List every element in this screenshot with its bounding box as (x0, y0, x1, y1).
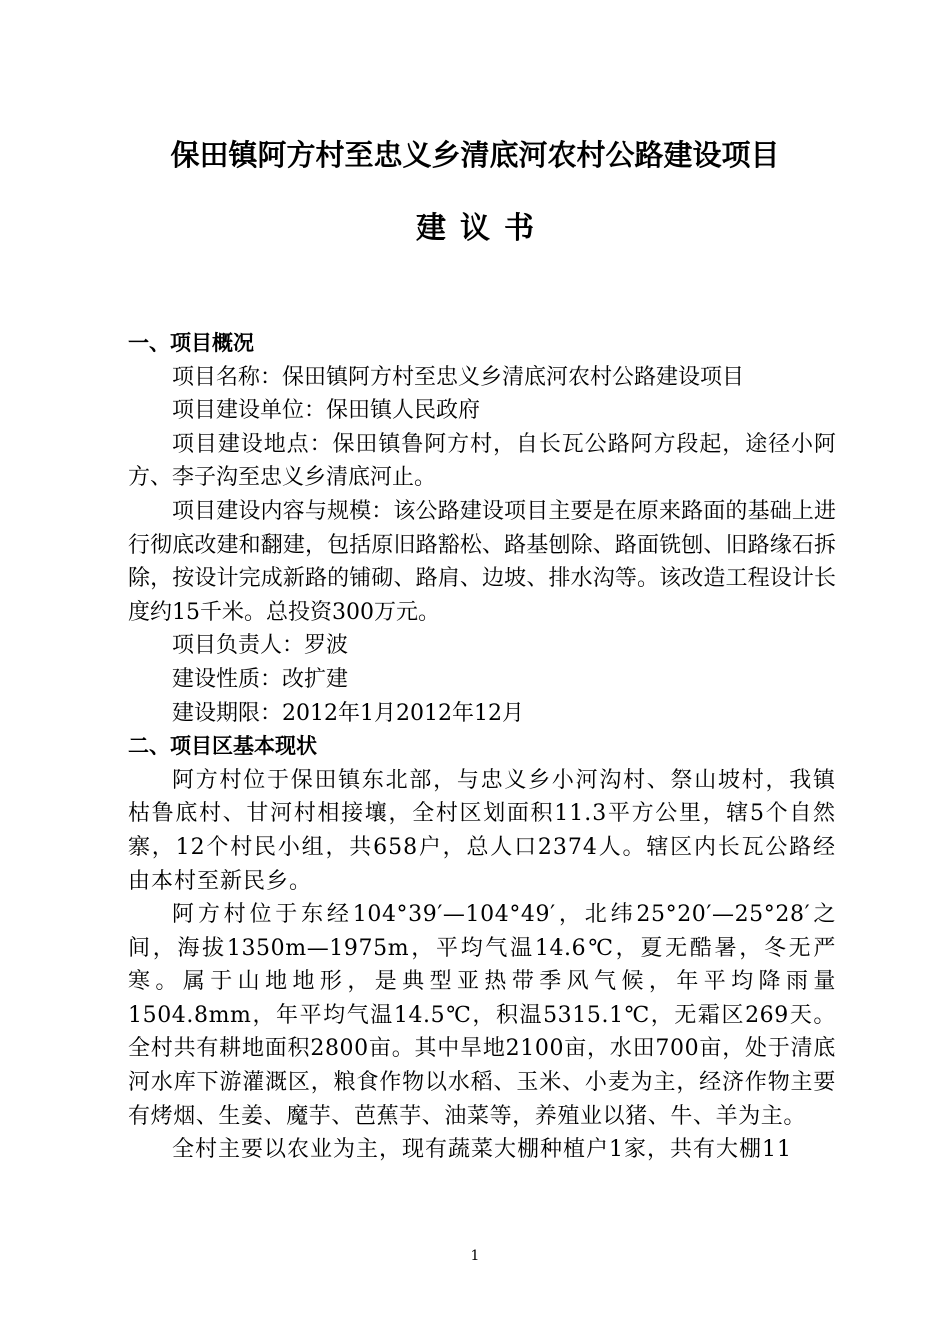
document-title: 保田镇阿方村至忠义乡清底河农村公路建设项目 (170, 138, 780, 172)
project-unit: 项目建设单位：保田镇人民政府 (172, 398, 481, 424)
project-name: 项目名称：保田镇阿方村至忠义乡清底河农村公路建设项目 (172, 364, 745, 390)
project-nature: 建设性质：改扩建 (172, 666, 349, 692)
section-heading-overview: 一、项目概况 (128, 331, 254, 355)
section-heading-status: 二、项目区基本现状 (128, 734, 317, 759)
project-scope: 项目建设内容与规模：该公路建设项目主要是在原来路面的基础上进行彻底改建和翻建，包括原旧路豁松、路基刨除、路面铣刨、旧路缘石拆除，按设计完成新路的铺砌、路肩、边坡、排水沟等。该改造工程设计长度约15千米。总投资300万元。 (128, 498, 836, 625)
project-period: 建设期限：2012年1月2012年12月 (172, 700, 524, 726)
project-leader: 项目负责人：罗波 (172, 633, 349, 659)
project-location: 项目建设地点：保田镇鲁阿方村，自长瓦公路阿方段起，途径小阿方、李子沟至忠义乡清底河止。 (128, 431, 836, 491)
village-agriculture: 全村主要以农业为主，现有蔬菜大棚种植户1家，共有大棚11 (172, 1137, 792, 1163)
document-body (128, 327, 836, 1167)
village-overview: 阿方村位于保田镇东北部，与忠义乡小河沟村、祭山坡村，我镇枯鲁底村、甘河村相接壤，全村区划面积11.3平方公里，辖5个自然寨，12个村民小组，共658户，总人口2374人。辖区内长瓦公路经由本村至新民乡。 (128, 767, 836, 894)
village-geography: 阿方村位于东经104°39′—104°49′，北纬25°20′—25°28′之间，海拔1350m—1975m，平均气温14.6℃，夏无酷暑，冬无严寒。属于山地地形，是典型亚热带季风气候，年平均降雨量1504.8mm，年平均气温14.5℃，积温5315.1℃，无霜区269天。全村共有耕地面积2800亩。其中旱地2100亩，水田700亩，处于清底河水库下游灌溉区，粮食作物以水稻、玉米、小麦为主，经济作物主要有烤烟、生姜、魔芋、芭蕉芋、油菜等，养殖业以猪、牛、羊为主。 (128, 902, 836, 1129)
document-subtitle: 建议书 (416, 211, 548, 246)
page-number: 1 (470, 1248, 480, 1264)
